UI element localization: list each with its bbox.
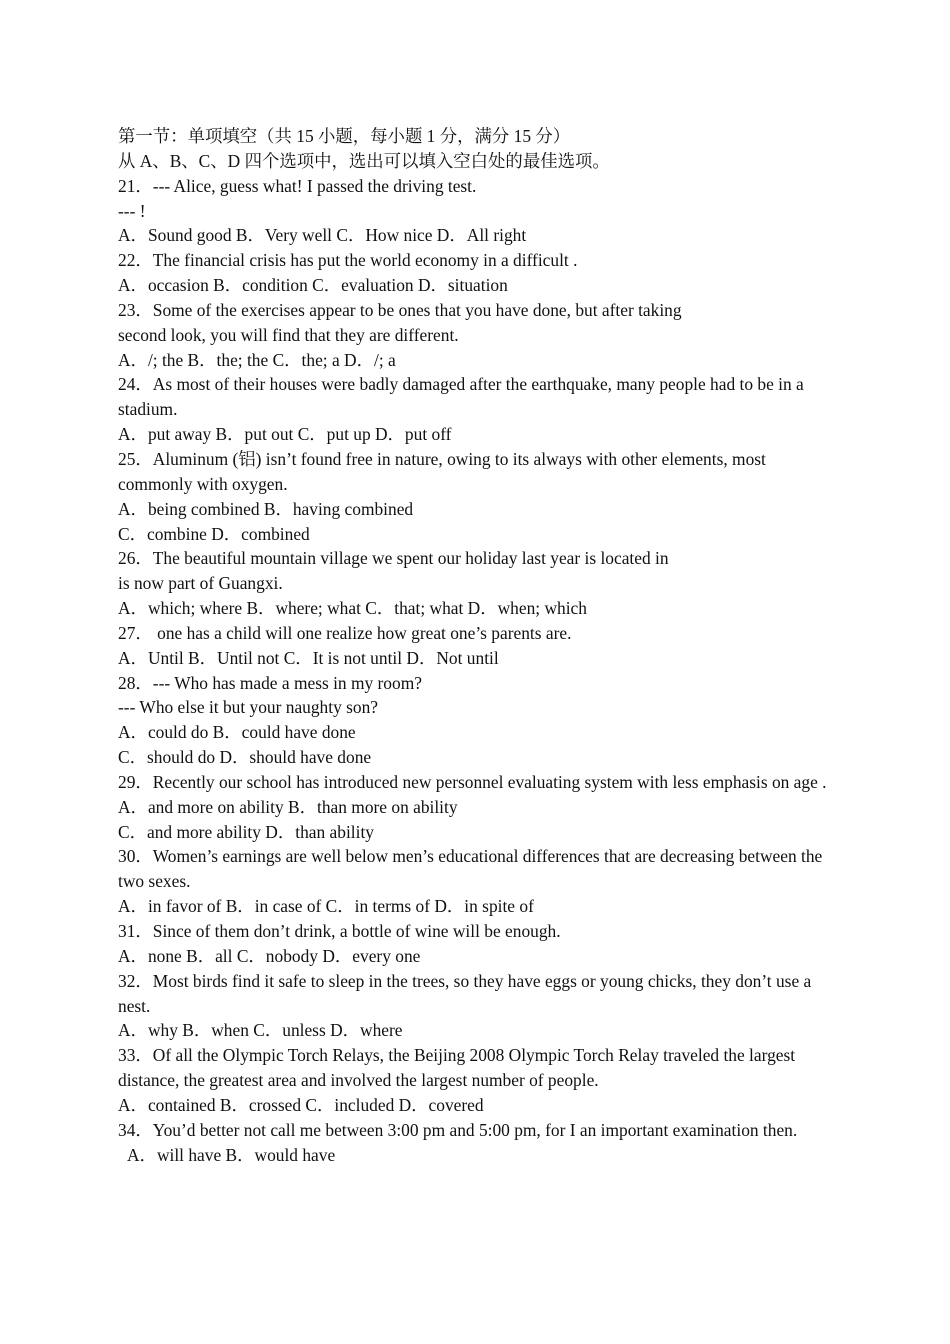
text-line: 21．--- Alice, guess what! I passed the driving test. <box>118 175 477 196</box>
text-line: is now part of Guangxi. <box>118 573 283 594</box>
text-line: A．will have B．would have <box>127 1144 336 1165</box>
text-line: 29．Recently our school has introduced new personnel evaluating system with less emphasis on age . <box>118 771 827 792</box>
text-line: 第一节：单项填空（共 15 小题，每小题 1 分，满分 15 分） <box>118 126 571 146</box>
text-line: A．Until B．Until not C．It is not until D．Not until <box>118 647 499 668</box>
text-line: 25．Aluminum (铝) isn’t found free in nature, owing to its always with other elements, most commonly with oxygen. <box>118 448 766 494</box>
text-line: 24．As most of their houses were badly damaged after the earthquake, many people had to be in a stadium. <box>118 374 804 420</box>
text-line: second look, you will find that they are different. <box>118 324 459 345</box>
text-line: A．being combined B．having combined <box>118 498 414 519</box>
text-line: 34．You’d better not call me between 3:00 pm and 5:00 pm, for I an important examination then. <box>118 1119 798 1140</box>
text-line: A．Sound good B．Very well C．How nice D．All right <box>118 225 527 246</box>
text-line: 30．Women’s earnings are well below men’s educational differences that are decreasing between the two sexes. <box>118 846 823 892</box>
text-line: 26．The beautiful mountain village we spent our holiday last year is located in <box>118 548 669 569</box>
text-line: A．occasion B．condition C．evaluation D．situation <box>118 275 508 296</box>
text-line: A．/; the B．the; the C．the; a D．/; a <box>118 349 396 370</box>
text-line: --- Who else it but your naughty son? <box>118 697 379 718</box>
text-line: 22．The financial crisis has put the world economy in a difficult . <box>118 250 578 271</box>
text-line: 23．Some of the exercises appear to be ones that you have done, but after taking <box>118 299 682 320</box>
text-line: 27． one has a child will one realize how great one’s parents are. <box>118 622 572 643</box>
text-line: C．and more ability D．than ability <box>118 821 374 842</box>
text-line: A．which; where B．where; what C．that; what D．when; which <box>118 598 587 619</box>
text-line: C．combine D．combined <box>118 523 310 544</box>
text-line: A．contained B．crossed C．included D．covered <box>118 1094 484 1115</box>
text-line: A．none B．all C．nobody D．every one <box>118 945 421 966</box>
text-line: 32．Most birds find it safe to sleep in the trees, so they have eggs or young chicks, they don’t use a nest. <box>118 970 812 1016</box>
text-line: A．in favor of B．in case of C．in terms of D．in spite of <box>118 896 534 917</box>
text-line: 28．--- Who has made a mess in my room? <box>118 672 422 693</box>
text-line: --- ! <box>118 200 146 221</box>
text-line: A．why B．when C．unless D．where <box>118 1020 403 1041</box>
text-line: A．and more on ability B．than more on ability <box>118 796 458 817</box>
text-line: C．should do D．should have done <box>118 747 372 768</box>
text-line: 33．Of all the Olympic Torch Relays, the Beijing 2008 Olympic Torch Relay traveled the largest distance, the greatest area and involved the largest number of people. <box>118 1045 796 1091</box>
text-line: 31．Since of them don’t drink, a bottle of wine will be enough. <box>118 921 561 941</box>
text-line: A．could do B．could have done <box>118 722 356 743</box>
question-text-block <box>118 124 838 1167</box>
document-page <box>118 124 838 1167</box>
text-line: 从 A、B、C、D 四个选项中，选出可以填入空白处的最佳选项。 <box>118 150 610 171</box>
text-line: A．put away B．put out C．put up D．put off <box>118 424 452 445</box>
